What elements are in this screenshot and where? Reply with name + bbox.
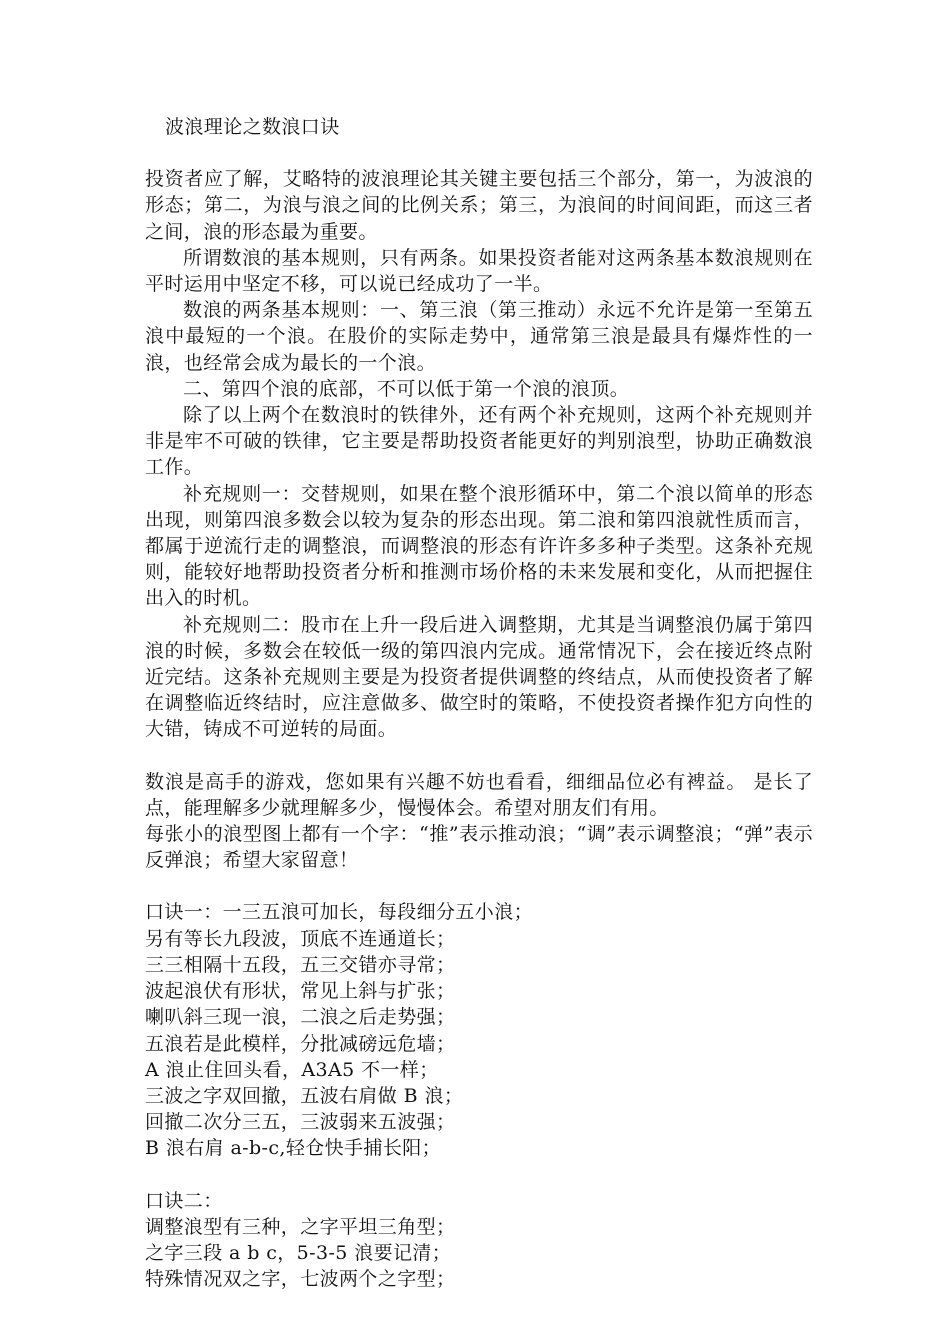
paragraph-supplementary-one: 补充规则一：交替规则，如果在整个浪形循环中，第二个浪以简单的形态出现，则第四浪多数会以较为复杂的形态出现。第二浪和第四浪就性质而言，都属于逆流行走的调整浪，而调整浪的形态有许许多多种子类型。这条补充规则，能较好地帮助投资者分析和推测市场价格的未来发展和变化，从而把握住出入的时机。 (145, 482, 813, 610)
spacer (145, 1162, 813, 1188)
document-title: 波浪理论之数浪口诀 (165, 116, 340, 138)
paragraph-rule-one: 数浪的两条基本规则：一、第三浪（第三推动）永远不允许是第一至第五浪中最短的一个浪。在股价的实际走势中，通常第三浪是最具有爆炸性的一浪，也经常会成为最长的一个浪。 (145, 299, 813, 374)
verse-line: 特殊情况双之字，七波两个之字型； (145, 1268, 456, 1291)
verse-line: 调整浪型有三种，之字平坦三角型； (145, 1215, 456, 1238)
verse-line: 波起浪伏有形状，常见上斜与扩张； (145, 980, 456, 1003)
verse-line: 口诀一：一三五浪可加长，每段细分五小浪； (145, 901, 534, 924)
verse-line: 另有等长九段波，顶底不连通道长； (145, 927, 456, 950)
verse-two-section (145, 1188, 813, 1293)
paragraph-supplementary-intro: 除了以上两个在数浪时的铁律外，还有两个补充规则，这两个补充规则并非是牢不可破的铁律，它主要是帮助投资者能更好的判别浪型，协助正确数浪工作。 (145, 404, 813, 479)
verse-line: 五浪若是此模样，分批减磅远危墙； (145, 1032, 456, 1055)
paragraph-rule-two: 二、第四个浪的底部，不可以低于第一个浪的浪顶。 (183, 377, 630, 400)
verse-line: B 浪右肩 a-b-c,轻仓快手捕长阳； (145, 1137, 442, 1160)
document-page (145, 114, 813, 1292)
notes-section (145, 769, 813, 874)
note-paragraph: 数浪是高手的游戏，您如果有兴趣不妨也看看，细细品位必有裨益。 是长了点，能理解多少就理解多少，慢慢体会。希望对朋友们有用。 (145, 770, 813, 819)
paragraph-supplementary-two: 补充规则二：股市在上升一段后进入调整期，尤其是当调整浪仍属于第四浪的时候，多数会在较低一级的第四浪内完成。通常情况下，会在接近终点附近完结。这条补充规则主要是为投资者提供调整的终结点，从而使投资者了解在调整临近终结时，应注意做多、做空时的策略，不使投资者操作犯方向性的大错，铸成不可逆转的局面。 (145, 613, 813, 741)
verse-line: A 浪止住回头看，A3A5 不一样； (145, 1058, 439, 1081)
spacer (145, 873, 813, 899)
verse-line: 喇叭斜三现一浪，二浪之后走势强； (145, 1006, 456, 1029)
intro-section (145, 166, 813, 742)
verse-line: 回撤二次分三五，三波弱来五波强； (145, 1111, 456, 1134)
spacer (145, 743, 813, 769)
paragraph-elliott-intro: 投资者应了解，艾略特的波浪理论其关键主要包括三个部分，第一，为波浪的形态；第二，为浪与浪之间的比例关系；第三，为浪间的时间间距，而这三者之间，浪的形态最为重要。 (145, 168, 813, 243)
note-paragraph: 每张小的浪型图上都有一个字：“推”表示推动浪；“调”表示调整浪；“弹”表示反弹浪；希望大家留意！ (145, 823, 813, 872)
paragraph-basic-rules: 所谓数浪的基本规则，只有两条。如果投资者能对这两条基本数浪规则在平时运用中坚定不移，可以说已经成功了一半。 (145, 246, 813, 296)
verse-two-label: 口诀二： (145, 1189, 223, 1212)
verse-one-section (145, 899, 813, 1161)
verse-line: 之字三段 a b c，5-3-5 浪要记清； (145, 1241, 452, 1264)
verse-line: 三波之字双回撤，五波右肩做 B 浪； (145, 1084, 464, 1107)
verse-line: 三三相隔十五段，五三交错亦寻常； (145, 953, 456, 976)
